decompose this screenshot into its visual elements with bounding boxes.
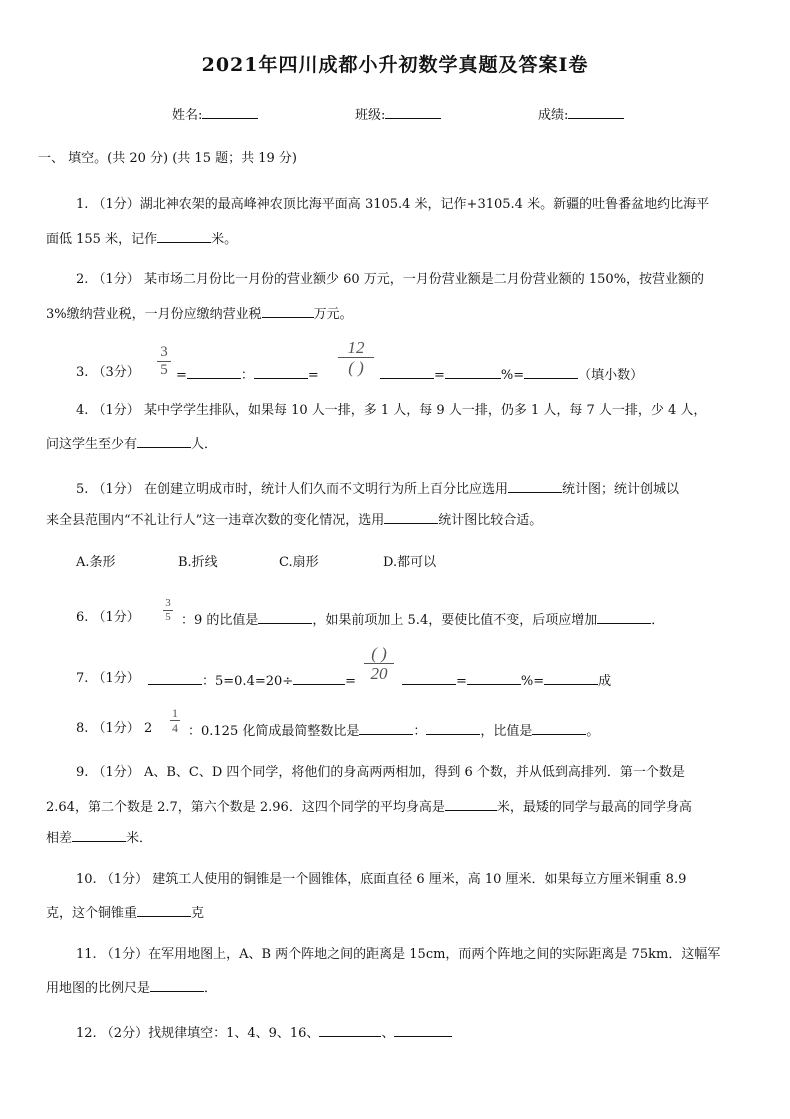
- q8-blank-3[interactable]: [532, 720, 586, 735]
- q5-option-a[interactable]: A.条形: [76, 555, 116, 570]
- q6-text-b: ，如果前项加上 5.4，要使比值不变，后项应增加: [312, 613, 598, 628]
- score-blank[interactable]: [568, 104, 624, 119]
- q12-line: [76, 1022, 452, 1043]
- q8-expression: [188, 720, 599, 741]
- q6-blank-2[interactable]: [597, 609, 651, 624]
- q10-text-a: 克，这个铜锥重: [46, 906, 138, 921]
- q7-pct: %=: [520, 674, 545, 689]
- q3-prefix: 3. （3分）: [76, 365, 140, 380]
- q9-blank-2[interactable]: [72, 827, 126, 842]
- q5-option-c[interactable]: C.扇形: [279, 555, 319, 570]
- q3-frac2-num: 12: [347, 338, 365, 357]
- q10-text-b: 克: [191, 906, 205, 921]
- q1-line1: 1. （1分）湖北神农架的最高峰神农顶比海平面高 3105.4 米，记作+3105.4 米。新疆的吐鲁番盆地约比海平: [76, 197, 710, 212]
- q7-blank-4[interactable]: [467, 670, 521, 685]
- q9-blank-1[interactable]: [445, 796, 497, 811]
- q1-text-a: 面低 155 米，记作: [46, 232, 158, 247]
- q3-blank-5[interactable]: [524, 364, 578, 379]
- q11-line1: 11. （1分）在军用地图上，A、B 两个阵地之间的距离是 15cm，而两个阵地之间的实际距离是 75km．这幅军: [76, 947, 721, 962]
- q2-line2: [46, 303, 353, 324]
- q7-expression: [148, 670, 356, 691]
- score-field: [538, 104, 624, 123]
- q9-line1: 9. （1分） A、B、C、D 四个同学，将他们的身高两两相加，得到 6 个数，并从低到高排列．第一个数是: [76, 765, 685, 780]
- q3-expression: [176, 364, 319, 385]
- q5-blank-1[interactable]: [508, 478, 562, 493]
- q8-frac-num: 1: [172, 706, 178, 720]
- q7-text-a: ：5=0.4=20÷: [202, 674, 294, 689]
- q5-option-d[interactable]: D.都可以: [383, 555, 437, 570]
- q1-blank[interactable]: [157, 228, 211, 243]
- q3-blank-3[interactable]: [380, 364, 434, 379]
- q8-fraction: [170, 707, 180, 734]
- name-blank[interactable]: [202, 104, 258, 119]
- q12-blank-2[interactable]: [394, 1022, 452, 1037]
- q5-text-d: 统计图比较合适。: [438, 513, 543, 528]
- q10-blank[interactable]: [137, 902, 191, 917]
- q5-text-a: 5. （1分） 在创建立明成市时，统计人们久而不文明行为所上百分比应选用: [76, 482, 508, 497]
- q7-end: 成: [598, 674, 612, 689]
- q3-eq2: =: [307, 368, 319, 383]
- q3-blank-2[interactable]: [254, 364, 308, 379]
- q9-text-a: 2.64，第二个数是 2.7，第六个数是 2.96．这四个同学的平均身高是: [46, 800, 445, 815]
- q8-text-a: ：0.125 化简成最简整数比是: [188, 724, 360, 739]
- q3-frac1-den: 5: [160, 362, 168, 378]
- score-label: 成绩:: [538, 108, 569, 123]
- q5-line1: [76, 478, 679, 499]
- q7-blank-2[interactable]: [293, 670, 345, 685]
- q3-fraction-2: [338, 339, 374, 376]
- q9-line2: [46, 796, 692, 817]
- name-label: 姓名:: [172, 108, 203, 123]
- q5-line2: [46, 509, 542, 530]
- q9-line3: [46, 827, 152, 848]
- q3-frac2-den: ( ): [348, 358, 364, 377]
- name-field: [172, 104, 258, 123]
- q7-blank-1[interactable]: [148, 670, 202, 685]
- q9-text-c: 相差: [46, 831, 73, 846]
- q11-blank[interactable]: [150, 977, 204, 992]
- q2-text-a: 3%缴纳营业税，一月份应缴纳营业税: [46, 307, 262, 322]
- q7-fraction: [364, 645, 394, 682]
- q6-text-a: ：9 的比值是: [181, 613, 259, 628]
- q3-blank-1[interactable]: [187, 364, 241, 379]
- q3-colon: ：: [240, 368, 254, 383]
- q3-pct: %=: [500, 368, 525, 383]
- q11-text-a: 用地图的比例尺是: [46, 981, 151, 996]
- q2-line1: 2. （1分） 某市场二月份比一月份的营业额少 60 万元，一月份营业额是二月份营业额的 150%，按营业额的: [76, 272, 705, 287]
- q12-blank-1[interactable]: [319, 1022, 381, 1037]
- q8-colon: ：: [413, 724, 427, 739]
- q6-fraction: [163, 598, 173, 623]
- q4-blank[interactable]: [137, 433, 191, 448]
- q8-text-b: ，比值是: [480, 724, 533, 739]
- q10-line1: 10. （1分） 建筑工人使用的铜锥是一个圆锥体，底面直径 6 厘米，高 10 厘米．如果每立方厘米铜重 8.9: [76, 872, 687, 887]
- q7-frac-num: ( ): [371, 644, 387, 663]
- q8-text-c: 。: [586, 724, 600, 739]
- q3-blank-4[interactable]: [445, 364, 501, 379]
- class-blank[interactable]: [385, 104, 441, 119]
- q6-frac-num: 3: [165, 597, 171, 609]
- class-field: [355, 104, 441, 123]
- q12-text-a: 12. （2分）找规律填空：1、4、9、16、: [76, 1026, 320, 1041]
- q3-eq3: =: [434, 368, 445, 383]
- page-title: 2021年四川成都小升初数学真题及答案Ⅰ卷: [201, 54, 589, 76]
- q3-eq: =: [176, 368, 187, 383]
- q8-blank-1[interactable]: [359, 720, 413, 735]
- q6-frac-den: 5: [165, 611, 171, 623]
- q5-text-b: 统计图；统计创城以: [561, 482, 679, 497]
- q9-text-b: 米，最矮的同学与最高的同学身高: [496, 800, 692, 815]
- q9-text-d: 米．: [126, 831, 153, 846]
- q4-text-a: 问这学生至少有: [46, 437, 138, 452]
- q8-frac-den: 4: [172, 721, 178, 735]
- q7-expression-2: [402, 670, 611, 691]
- q8-blank-2[interactable]: [426, 720, 480, 735]
- q2-blank[interactable]: [262, 303, 314, 318]
- q6-blank-1[interactable]: [258, 609, 312, 624]
- q3-expression-2: [380, 364, 643, 385]
- q7-eq: =: [345, 674, 357, 689]
- q7-frac-den: 20: [370, 664, 388, 683]
- class-label: 班级:: [355, 108, 386, 123]
- q5-blank-2[interactable]: [384, 509, 438, 524]
- q11-line2: [46, 977, 217, 998]
- section-heading: 一、 填空。(共 20 分) (共 15 题；共 19 分): [38, 151, 297, 166]
- q6-expression: [181, 609, 664, 630]
- q4-line1: 4. （1分） 某中学学生排队，如果每 10 人一排，多 1 人，每 9 人一排，仍多 1 人，每 7 人一排，少 4 人，: [76, 403, 707, 418]
- q3-suffix: （填小数）: [578, 368, 644, 383]
- q12-sep: 、: [381, 1026, 395, 1041]
- q7-eq2: =: [456, 674, 467, 689]
- q7-prefix: 7. （1分）: [76, 671, 140, 686]
- q5-option-b[interactable]: B.折线: [178, 555, 218, 570]
- q5-text-c: 来全县范围内“不礼让行人”这一违章次数的变化情况，选用: [46, 513, 385, 528]
- q3-frac1-num: 3: [160, 344, 168, 360]
- q1-line2: [46, 228, 237, 249]
- q1-text-b: 米。: [211, 232, 238, 247]
- q3-fraction-1: [157, 345, 171, 378]
- q4-line2: [46, 433, 217, 454]
- q6-prefix: 6. （1分）: [76, 610, 140, 625]
- q8-prefix: 8. （1分） 2: [76, 721, 153, 736]
- q7-blank-5[interactable]: [544, 670, 598, 685]
- q4-text-b: 人．: [191, 437, 218, 452]
- q2-text-b: 万元。: [313, 307, 353, 322]
- q6-text-c: ．: [651, 613, 665, 628]
- q7-blank-3[interactable]: [402, 670, 456, 685]
- q10-line2: [46, 902, 204, 923]
- q11-text-b: ．: [204, 981, 218, 996]
